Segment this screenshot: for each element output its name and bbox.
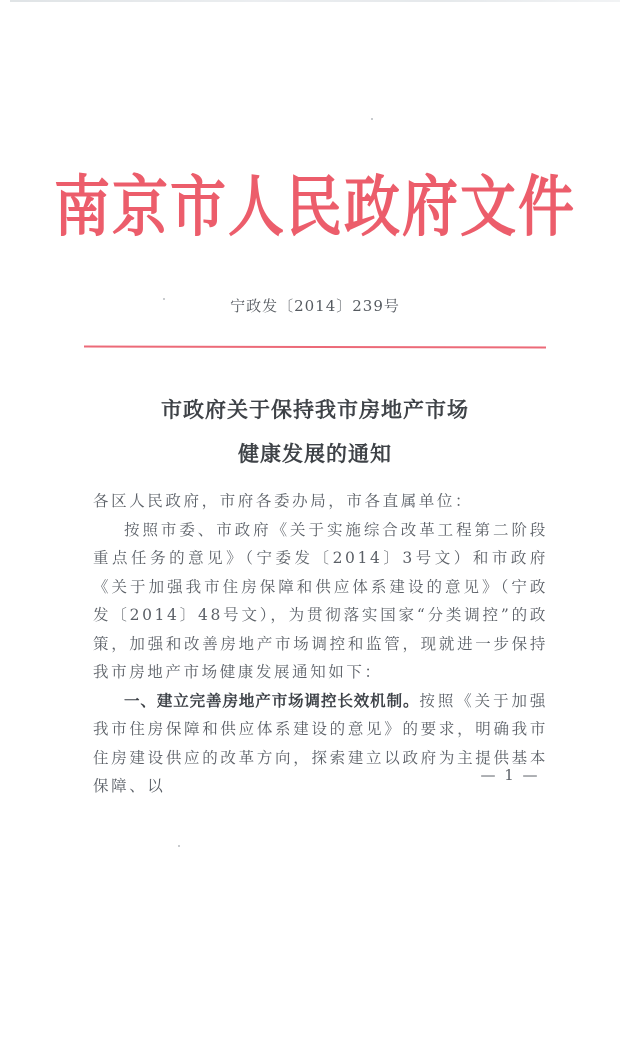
document-body: [93, 487, 548, 801]
red-divider-line: [84, 346, 546, 349]
notice-title: [0, 388, 630, 476]
section-1-text: 按照《关于加强我市住房保障和供应体系建设的意见》的要求，明确我市住房建设供应的改革方向，探索建立以政府为主提供基本保障、以: [93, 691, 548, 795]
document-number: 宁政发〔2014〕239号: [230, 297, 400, 315]
scan-edge: [10, 0, 620, 2]
intro-paragraph: 按照市委、市政府《关于实施综合改革工程第二阶段重点任务的意见》（宁委发〔2014〕3号文）和市政府《关于加强我市住房保障和供应体系建设的意见》（宁政发〔2014〕48号文），为贯彻落实国家“分类调控”的政策，加强和改善房地产市场调控和监管，现就进一步保持我市房地产市场健康发展通知如下：: [93, 520, 548, 681]
document-header-title: 南京市人民政府文件: [54, 168, 576, 247]
page-number: — 1 —: [480, 766, 540, 784]
scan-speck: [163, 298, 165, 300]
scan-speck: [371, 118, 373, 120]
notice-title-line-2: 健康发展的通知: [238, 441, 392, 466]
notice-title-line-1: 市政府关于保持我市房地产市场: [161, 397, 469, 422]
addressee-line: 各区人民政府，市府各委办局，市各直属单位：: [93, 492, 474, 510]
section-1-heading: 一、建立完善房地产市场调控长效机制。: [124, 691, 420, 710]
scan-speck: [178, 845, 180, 847]
